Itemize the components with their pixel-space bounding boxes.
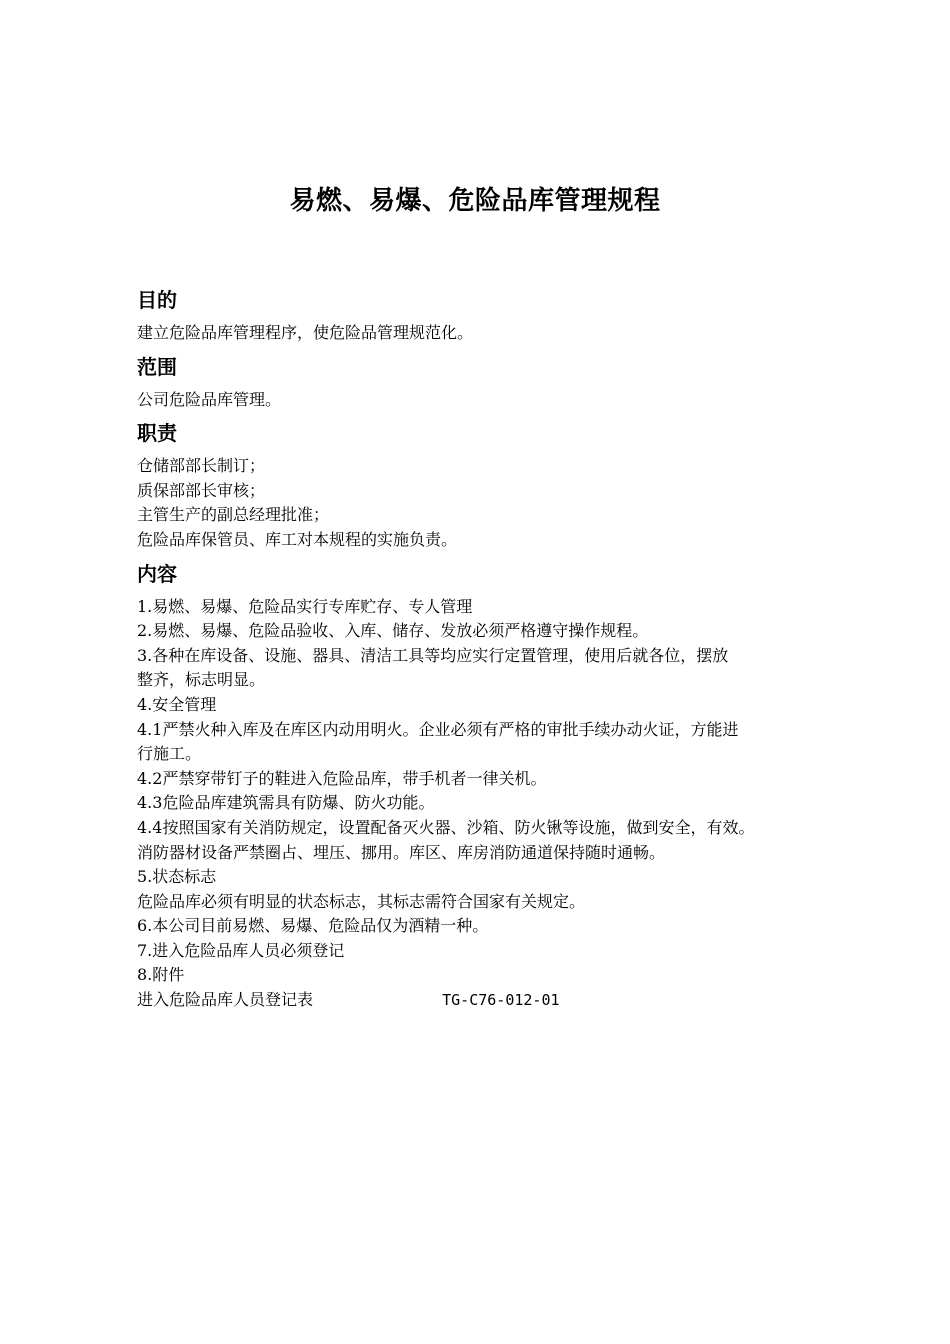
- section-heading: 内容: [137, 561, 177, 586]
- section-line: 3.各种在库设备、设施、器具、清洁工具等均应实行定置管理，使用后就各位，摆放: [137, 645, 729, 665]
- section-line: 2.易燃、易爆、危险品验收、入库、储存、发放必须严格遵守操作规程。: [137, 621, 649, 641]
- section-line: 主管生产的副总经理批准；: [137, 505, 330, 525]
- section-line: 消防器材设备严禁圈占、埋压、挪用。库区、库房消防通道保持随时通畅。: [137, 842, 666, 862]
- section-line: 1.易燃、易爆、危险品实行专库贮存、专人管理: [137, 596, 473, 616]
- section-line: 整齐，标志明显。: [137, 670, 266, 690]
- attachment-code: TG-C76-012-01: [442, 991, 560, 1010]
- section-line: 6.本公司目前易燃、易爆、危险品仅为酒精一种。: [137, 916, 489, 936]
- section-line: 8.附件: [137, 965, 185, 985]
- section-heading: 范围: [137, 354, 177, 379]
- section-purpose: [137, 283, 877, 346]
- section-line: 4.3危险品库建筑需具有防爆、防火功能。: [137, 793, 435, 813]
- section-heading: 目的: [137, 288, 177, 312]
- section-line: 危险品库保管员、库工对本规程的实施负责。: [137, 529, 458, 549]
- section-line: 4.4按照国家有关消防规定，设置配备灭火器、沙箱、防火锹等设施，做到安全，有效。: [137, 817, 755, 837]
- section-line: 仓储部部长制订；: [137, 456, 266, 476]
- section-line: 危险品库必须有明显的状态标志，其标志需符合国家有关规定。: [137, 891, 586, 911]
- attachment-name: 进入危险品库人员登记表: [137, 990, 314, 1010]
- section-line: 4.1严禁火种入库及在库区内动用明火。企业必须有严格的审批手续办动火证，方能进: [137, 719, 739, 739]
- section-line: 4.2严禁穿带钉子的鞋进入危险品库，带手机者一律关机。: [137, 768, 547, 788]
- section-scope: [137, 350, 877, 413]
- document-body: [137, 283, 877, 1017]
- section-line: 5.状态标志: [137, 867, 217, 887]
- document-title: 易燃、易爆、危险品库管理规程: [289, 186, 661, 216]
- section-line: 4.安全管理: [137, 694, 217, 714]
- section-line: 公司危险品库管理。: [137, 389, 282, 409]
- section-line: 建立危险品库管理程序，使危险品管理规范化。: [137, 323, 474, 342]
- section-line: 7.进入危险品库人员必须登记: [137, 940, 345, 960]
- section-responsibility: [137, 416, 877, 552]
- attachment-row: [137, 988, 877, 1013]
- section-heading: 职责: [137, 421, 177, 446]
- section-content: [137, 557, 877, 1013]
- section-line: 行施工。: [137, 744, 202, 764]
- section-line: 质保部部长审核；: [137, 480, 266, 500]
